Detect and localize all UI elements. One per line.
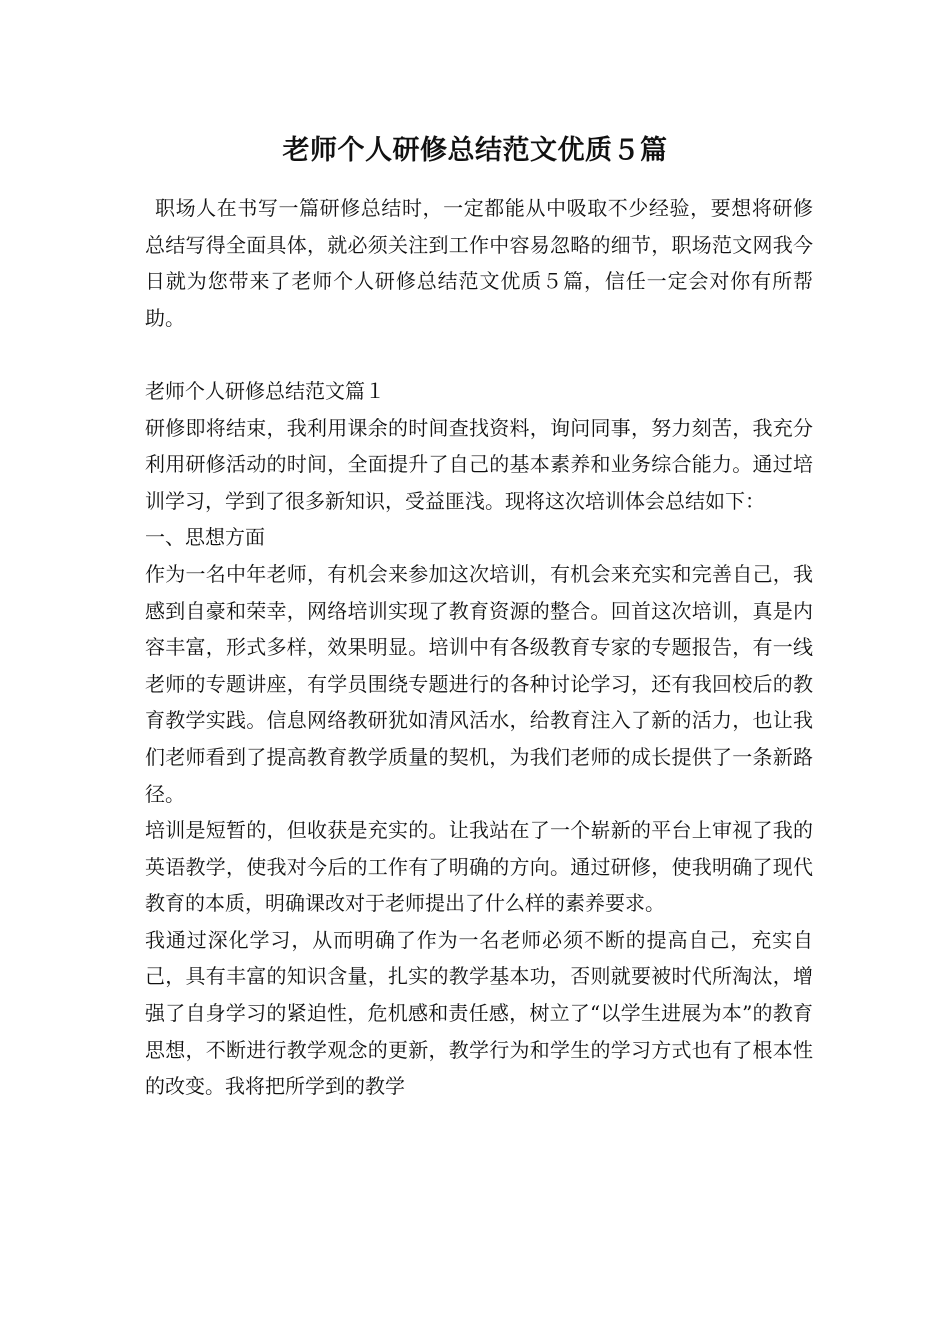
body-paragraph: 我通过深化学习，从而明确了作为一名老师必须不断的提高自己，充实自己，具有丰富的知识含量，扎实的教学基本功，否则就要被时代所淘汰，增强了自身学习的紧迫性，危机感和责任感，树立了“以学生进展为本”的教育思想，不断进行教学观念的更新，教学行为和学生的学习方式也有了根本性的改变。我将把所学到的教学 — [145, 927, 813, 1099]
document-title: 老师个人研修总结范文优质５篇 — [282, 135, 668, 166]
section-heading: 一、思想方面 — [145, 525, 265, 550]
document-body — [145, 190, 813, 1105]
body-paragraph: 培训是短暂的，但收获是充实的。让我站在了一个崭新的平台上审视了我的英语教学，使我对今后的工作有了明确的方向。通过研修，使我明确了现代教育的本质，明确课改对于老师提出了什么样的素养要求。 — [145, 818, 813, 916]
body-paragraph: 作为一名中年老师，有机会来参加这次培训，有机会来充实和完善自己，我感到自豪和荣幸，网络培训实现了教育资源的整合。回首这次培训，真是内容丰富，形式多样，效果明显。培训中有各级教育专家的专题报告，有一线老师的专题讲座，有学员围绕专题进行的各种讨论学习，还有我回校后的教育教学实践。信息网络教研犹如清风活水，给教育注入了新的活力，也让我们老师看到了提高教育教学质量的契机，为我们老师的成长提供了一条新路径。 — [145, 561, 813, 806]
intro-paragraph: 职场人在书写一篇研修总结时，一定都能从中吸取不少经验，要想将研修总结写得全面具体，就必须关注到工作中容易忽略的细节，职场范文网我今日就为您带来了老师个人研修总结范文优质５篇，信任一定会对你有所帮助。 — [145, 196, 813, 330]
body-paragraph: 研修即将结束，我利用课余的时间查找资料，询问同事，努力刻苦，我充分利用研修活动的时间，全面提升了自己的基本素养和业务综合能力。通过培训学习，学到了很多新知识，受益匪浅。现将这次培训体会总结如下： — [145, 415, 813, 513]
section-title: 老师个人研修总结范文篇１ — [145, 378, 385, 403]
paragraph-spacer — [145, 336, 813, 373]
